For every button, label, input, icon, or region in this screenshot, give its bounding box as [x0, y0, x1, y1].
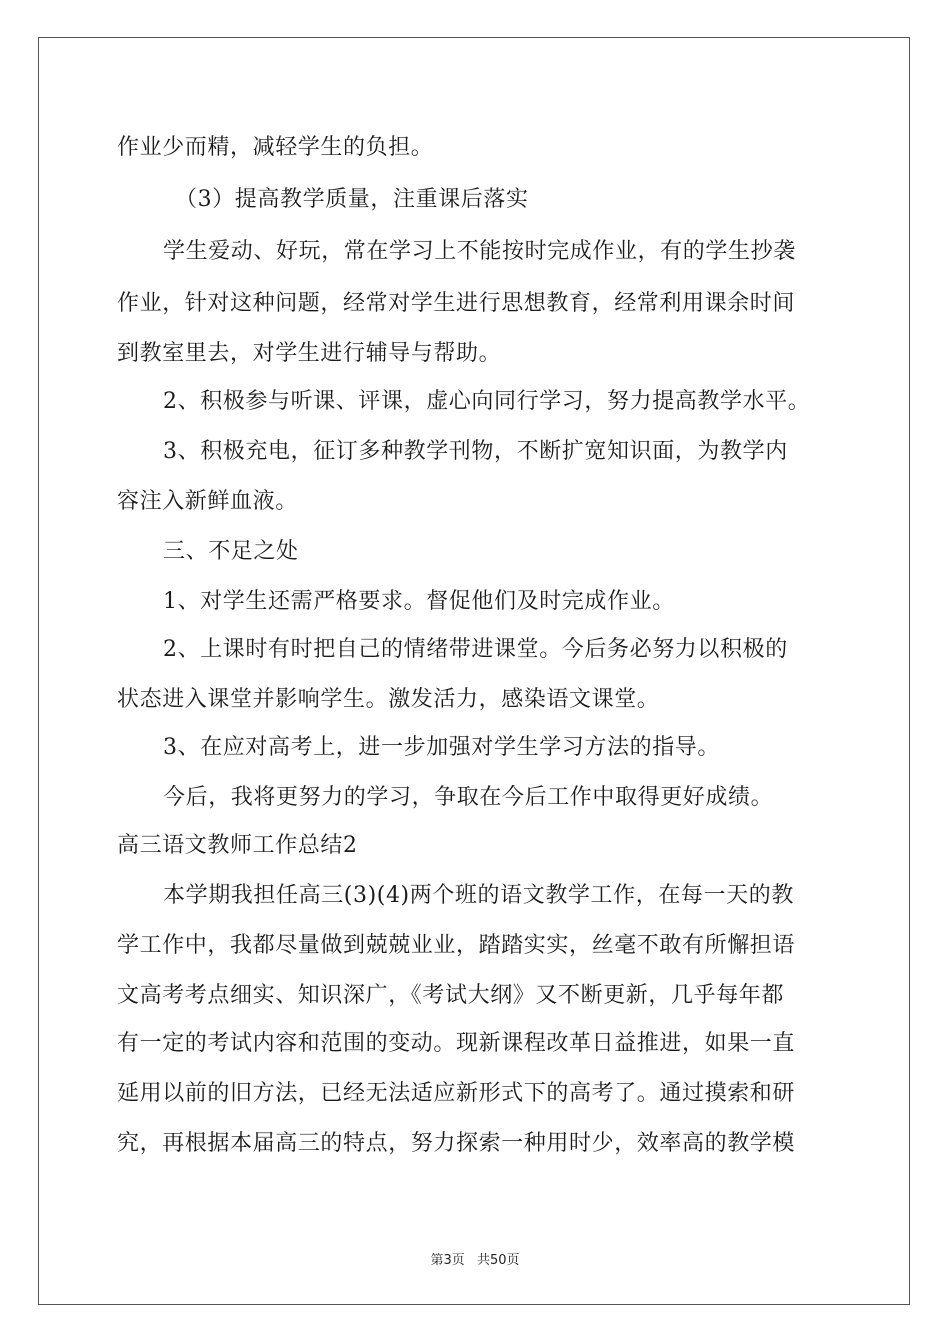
text-line: 本学期我担任高三(3)(4)两个班的语文教学工作，在每一天的教 — [163, 883, 794, 908]
text-line: 有一定的考试内容和范围的变动。现新课程改革日益推进，如果一直 — [117, 1031, 796, 1056]
page-border — [38, 37, 910, 1305]
text-line: 2、上课时有时把自己的情绪带进课堂。今后务必努力以积极的 — [163, 637, 788, 662]
page-footer — [0, 1249, 950, 1268]
text-line: 作业，针对这种问题，经常对学生进行思想教育，经常利用课余时间 — [117, 291, 796, 316]
text-line: 究，再根据本届高三的特点，努力探索一种用时少，效率高的教学模 — [117, 1131, 796, 1156]
text-line: 3、积极充电，征订多种教学刊物，不断扩宽知识面，为教学内 — [163, 439, 788, 464]
text-line: （3）提高教学质量，注重课后落实 — [175, 187, 529, 212]
section-heading: 三、不足之处 — [163, 539, 299, 564]
page-total: 共50页 — [476, 1253, 520, 1268]
article-title: 高三语文教师工作总结2 — [117, 833, 358, 858]
text-line: 容注入新鲜血液。 — [117, 489, 298, 514]
text-line: 延用以前的旧方法，已经无法适应新形式下的高考了。通过摸索和研 — [117, 1081, 796, 1106]
page-number: 第3页 — [430, 1253, 465, 1268]
text-line: 学生爱动、好玩，常在学习上不能按时完成作业，有的学生抄袭 — [163, 239, 796, 264]
text-line: 到教室里去，对学生进行辅导与帮助。 — [117, 341, 502, 366]
text-line: 学工作中，我都尽量做到兢兢业业，踏踏实实，丝毫不敢有所懈担语 — [117, 933, 796, 958]
text-line: 文高考考点细实、知识深广，《考试大纲》又不断更新，几乎每年都 — [117, 983, 785, 1008]
text-line: 今后，我将更努力的学习，争取在今后工作中取得更好成绩。 — [163, 785, 774, 810]
text-line: 2、积极参与听课、评课，虚心向同行学习，努力提高教学水平。 — [163, 389, 811, 414]
text-line: 作业少而精，减轻学生的负担。 — [117, 135, 434, 160]
text-line: 3、在应对高考上，进一步加强对学生学习方法的指导。 — [163, 735, 720, 760]
text-line: 状态进入课堂并影响学生。激发活力，感染语文课堂。 — [117, 687, 660, 712]
text-line: 1、对学生还需严格要求。督促他们及时完成作业。 — [163, 589, 675, 614]
